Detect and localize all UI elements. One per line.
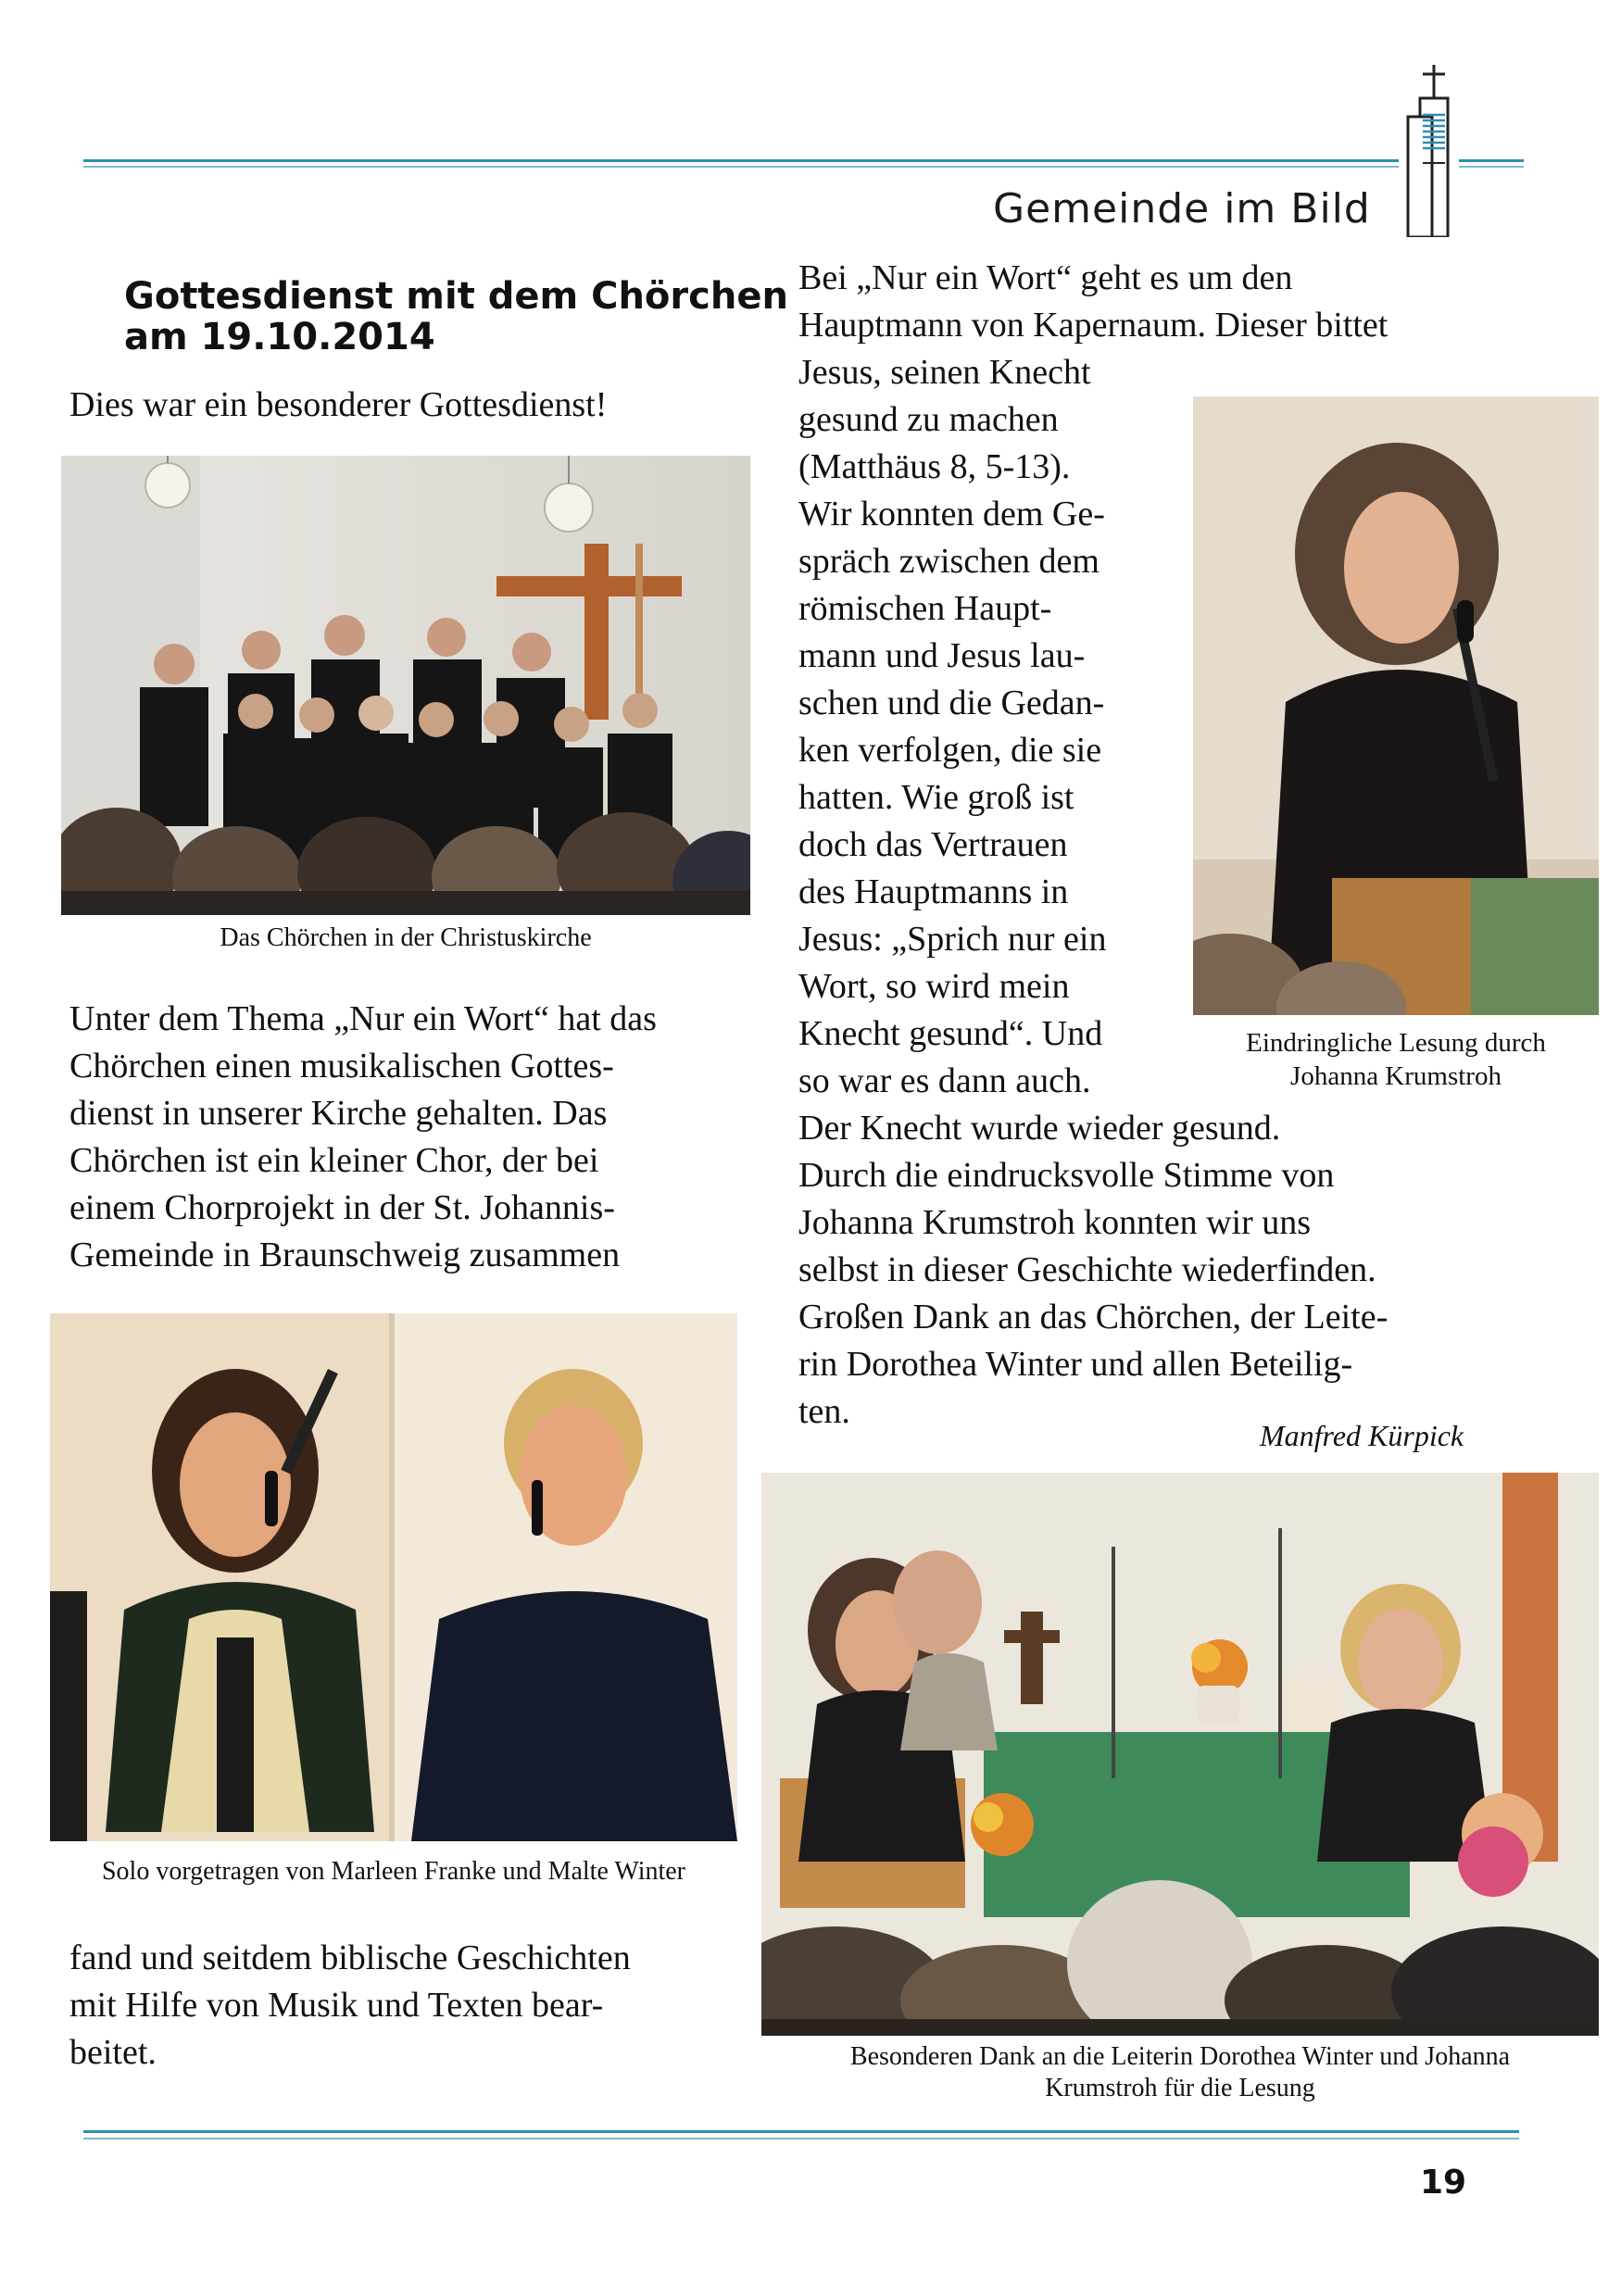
text-line: Der Knecht wurde wieder gesund. [798,1109,1281,1148]
text-line: Knecht gesund“. Und [798,1014,1103,1053]
thanks-photo-caption [761,2041,1599,2104]
choir-photo [61,456,750,915]
text-line: hatten. Wie groß ist [798,778,1074,817]
text-line: Chörchen einen musikalischen Gottes- [69,1047,614,1085]
reader-photo-caption [1193,1026,1599,1093]
article-intro: Dies war ein besonderer Gottesdienst! [69,385,608,424]
text-line: (Matthäus 8, 5-13). [798,447,1071,486]
footer-rule-secondary [83,2138,1519,2139]
footer-rule [83,2130,1519,2133]
text-line: schen und die Gedan- [798,684,1105,722]
text-line: ten. [798,1392,850,1431]
article-title [124,276,788,358]
text-line: des Hauptmanns in [798,872,1069,911]
text-line: Wir konnten dem Ge- [798,495,1105,533]
article-title-line-2: am 19.10.2014 [124,316,435,358]
text-line: Jesus, seinen Knecht [798,353,1091,392]
header-rule-right [1459,159,1524,162]
reader-caption-line-1: Eindringliche Lesung durch [1246,1028,1546,1058]
text-line: Wort, so wird mein [798,967,1070,1006]
thanks-caption-line-2: Krumstroh für die Lesung [1045,2074,1315,2102]
header-rule-secondary [83,166,1399,168]
text-line: mit Hilfe von Musik und Texten bear- [69,1986,604,2025]
reader-photo [1193,396,1599,1015]
thanks-caption-line-1: Besonderen Dank an die Leiterin Dorothea Winter und Johanna [849,2042,1511,2071]
church-tower-icon [1389,61,1464,237]
text-line: spräch zwischen dem [798,542,1100,581]
left-paragraph-2 [69,1935,631,2076]
text-line: fand und seitdem biblische Geschichten [69,1938,631,1977]
text-line: Jesus: „Sprich nur ein [798,920,1107,959]
text-line: mann und Jesus lau- [798,636,1086,675]
text-line: so war es dann auch. [798,1061,1091,1100]
text-line: Bei „Nur ein Wort“ geht es um den [798,258,1293,297]
text-line: Gemeinde in Braunschweig zusammen [69,1236,621,1274]
text-line: Durch die eindrucksvolle Stimme von [798,1156,1335,1195]
header-rule [83,159,1399,162]
text-line: Großen Dank an das Chörchen, der Leite- [798,1298,1389,1336]
text-line: beitet. [69,2033,157,2072]
article-title-line-1: Gottesdienst mit dem Chörchen [124,275,788,318]
section-title: Gemeinde im Bild [993,185,1371,232]
text-line: ken verfolgen, die sie [798,731,1102,770]
text-line: Chörchen ist ein kleiner Chor, der bei [69,1141,599,1180]
text-line: Unter dem Thema „Nur ein Wort“ hat das [69,999,657,1038]
solo-photo [50,1313,737,1841]
text-line: doch das Vertrauen [798,825,1068,864]
thanks-photo [761,1473,1599,2036]
text-line: Johanna Krumstroh konnten wir uns [798,1203,1312,1242]
text-line: Hauptmann von Kapernaum. Dieser bittet [798,306,1389,345]
text-line: römischen Haupt- [798,589,1052,628]
solo-photo-caption: Solo vorgetragen von Marleen Franke und Malte Winter [101,1857,685,1886]
article-author: Manfred Kürpick [1260,1419,1464,1452]
text-line: selbst in dieser Geschichte wiederfinden. [798,1250,1376,1289]
header-rule-right-secondary [1459,166,1524,168]
text-line: einem Chorprojekt in der St. Johannis- [69,1188,615,1227]
text-line: rin Dorothea Winter und allen Beteilig- [798,1345,1353,1384]
text-line: gesund zu machen [798,400,1059,439]
page-number: 19 [1420,2164,1467,2202]
text-line: dienst in unserer Kirche gehalten. Das [69,1094,608,1133]
left-paragraph-1 [69,996,657,1279]
reader-caption-line-2: Johanna Krumstroh [1290,1061,1502,1091]
choir-photo-caption: Das Chörchen in der Christuskirche [220,923,592,952]
